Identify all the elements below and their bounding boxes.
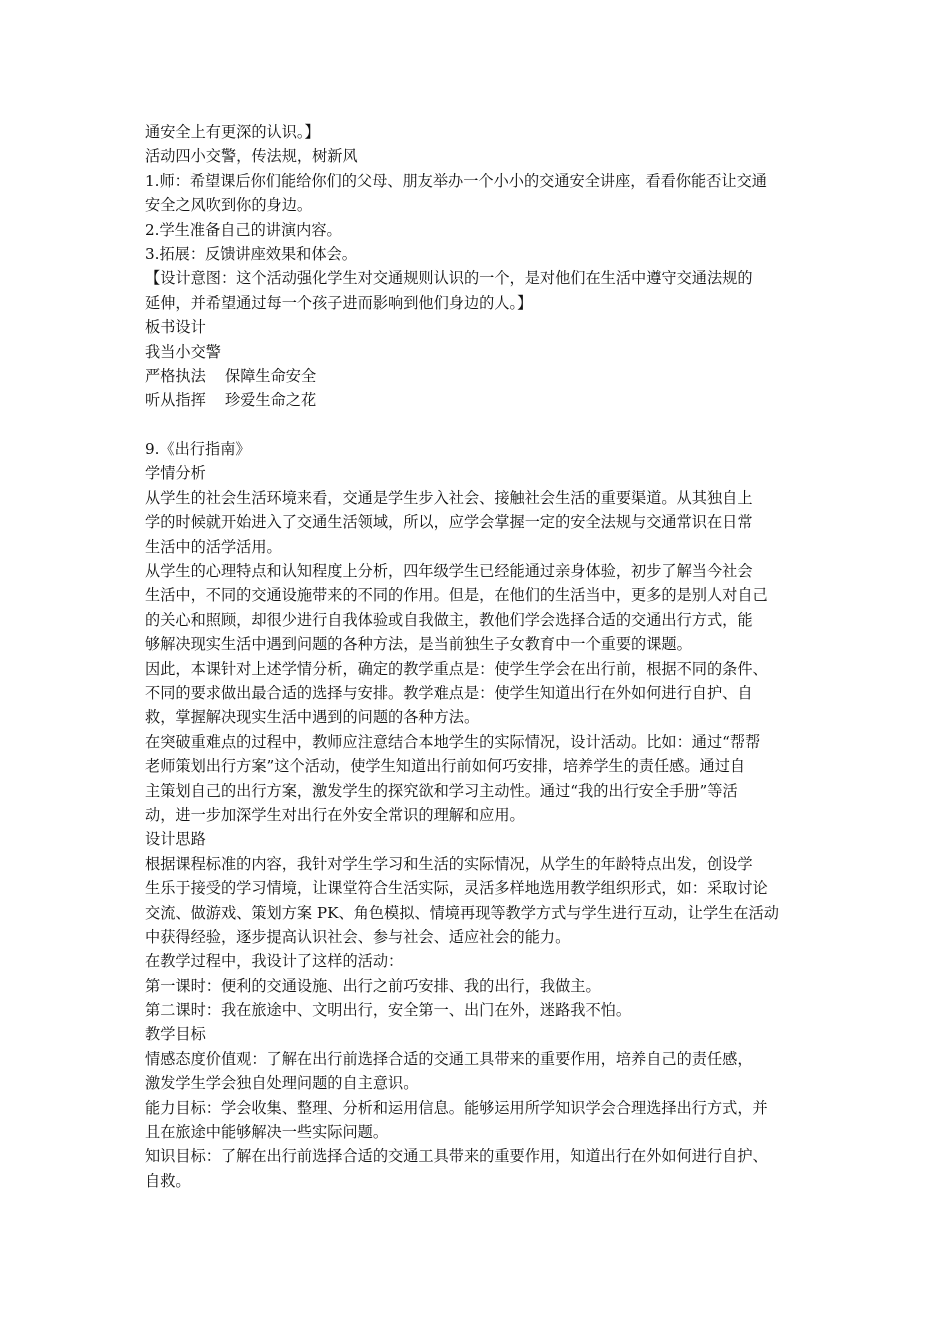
text-line: 激发学生学会独自处理问题的自主意识。	[145, 1074, 419, 1093]
text-line: 通安全上有更深的认识。】	[145, 123, 320, 141]
text-line: 9.《出行指南》	[145, 440, 251, 459]
document-page	[145, 120, 817, 1193]
text-line: 不同的要求做出最合适的选择与安排。教学难点是：使学生知道出行在外如何进行自护、自	[145, 683, 753, 702]
text-line: 因此，本课针对上述学情分析，确定的教学重点是：使学生学会在出行前，根据不同的条件、	[145, 659, 768, 678]
top-section	[145, 120, 817, 413]
text-line: 生活中的活学活用。	[145, 537, 282, 556]
text-line: 动，进一步加深学生对出行在外安全常识的理解和应用。	[145, 805, 525, 824]
text-line: 的关心和照顾，却很少进行自我体验或自我做主，教他们学会选择合适的交通出行方式，能	[145, 610, 753, 629]
text-line: 第一课时：便利的交通设施、出行之前巧安排、我的出行，我做主。	[145, 976, 601, 995]
text-line: 够解决现实生活中遇到问题的各种方法，是当前独生子女教育中一个重要的课题。	[145, 635, 692, 654]
text-line: 延伸，并希望通过每一个孩子进而影响到他们身边的人。】	[145, 293, 533, 312]
text-line: 学的时候就开始进入了交通生活领域，所以，应学会掌握一定的安全法规与交通常识在日常	[145, 513, 753, 532]
text-line: 2.学生准备自己的讲演内容。	[145, 220, 342, 239]
text-line: 教学目标	[145, 1025, 206, 1044]
text-line: 从学生的社会生活环境来看，交通是学生步入社会、接触社会生活的重要渠道。从其独自上	[145, 488, 753, 507]
text-line: 板书设计	[145, 318, 206, 337]
text-line: 交流、做游戏、策划方案 PK、角色模拟、情境再现等教学方式与学生进行互动，让学生在活动	[145, 903, 779, 922]
text-line: 设计思路	[145, 830, 206, 849]
text-line: 活动四小交警，传法规，树新风	[145, 147, 358, 166]
text-line: 安全之风吹到你的身边。	[145, 196, 313, 215]
text-line: 且在旅途中能够解决一些实际问题。	[145, 1123, 388, 1142]
text-line: 救，掌握解决现实生活中遇到的问题的各种方法。	[145, 708, 480, 727]
blank-line	[145, 413, 817, 437]
text-line: 3.拓展：反馈讲座效果和体会。	[145, 244, 357, 263]
text-line: 生活中，不同的交通设施带来的不同的作用。但是，在他们的生活当中，更多的是别人对自己	[145, 586, 768, 605]
text-line: 自救。	[145, 1171, 191, 1190]
text-line: 我当小交警	[145, 342, 221, 361]
text-line: 知识目标：了解在出行前选择合适的交通工具带来的重要作用，知道出行在外如何进行自护、	[145, 1147, 768, 1166]
text-line: 【设计意图：这个活动强化学生对交通规则认识的一个，是对他们在生活中遵守交通法规的	[145, 269, 753, 288]
text-line: 情感态度价值观：了解在出行前选择合适的交通工具带来的重要作用，培养自己的责任感，	[145, 1049, 753, 1068]
text-line: 第二课时：我在旅途中、文明出行，安全第一、出门在外，迷路我不怕。	[145, 1001, 631, 1020]
text-line: 主策划自己的出行方案，激发学生的探究欲和学习主动性。通过“我的出行安全手册”等活	[145, 781, 738, 800]
text-line: 从学生的心理特点和认知程度上分析，四年级学生已经能通过亲身体验，初步了解当今社会	[145, 562, 753, 581]
text-line: 严格执法 保障生命安全	[145, 366, 317, 385]
text-line: 能力目标：学会收集、整理、分析和运用信息。能够运用所学知识学会合理选择出行方式，并	[145, 1098, 768, 1117]
text-line: 根据课程标准的内容，我针对学生学习和生活的实际情况，从学生的年龄特点出发，创设学	[145, 854, 753, 873]
text-line: 在教学过程中，我设计了这样的活动：	[145, 952, 404, 971]
text-line: 老师策划出行方案”这个活动，使学生知道出行前如何巧安排，培养学生的责任感。通过自	[145, 757, 746, 776]
bottom-section	[145, 437, 817, 1193]
text-line: 生乐于接受的学习情境，让课堂符合生活实际，灵活多样地选用教学组织形式，如：采取讨论	[145, 879, 768, 898]
text-line: 在突破重难点的过程中，教师应注意结合本地学生的实际情况，设计活动。比如：通过“帮帮	[145, 732, 761, 751]
text-line: 学情分析	[145, 464, 206, 483]
text-line: 中获得经验，逐步提高认识社会、参与社会、适应社会的能力。	[145, 927, 571, 946]
text-line: 1.师：希望课后你们能给你们的父母、朋友举办一个小小的交通安全讲座，看看你能否让交通	[145, 171, 767, 190]
text-line: 听从指挥 珍爱生命之花	[145, 391, 317, 410]
